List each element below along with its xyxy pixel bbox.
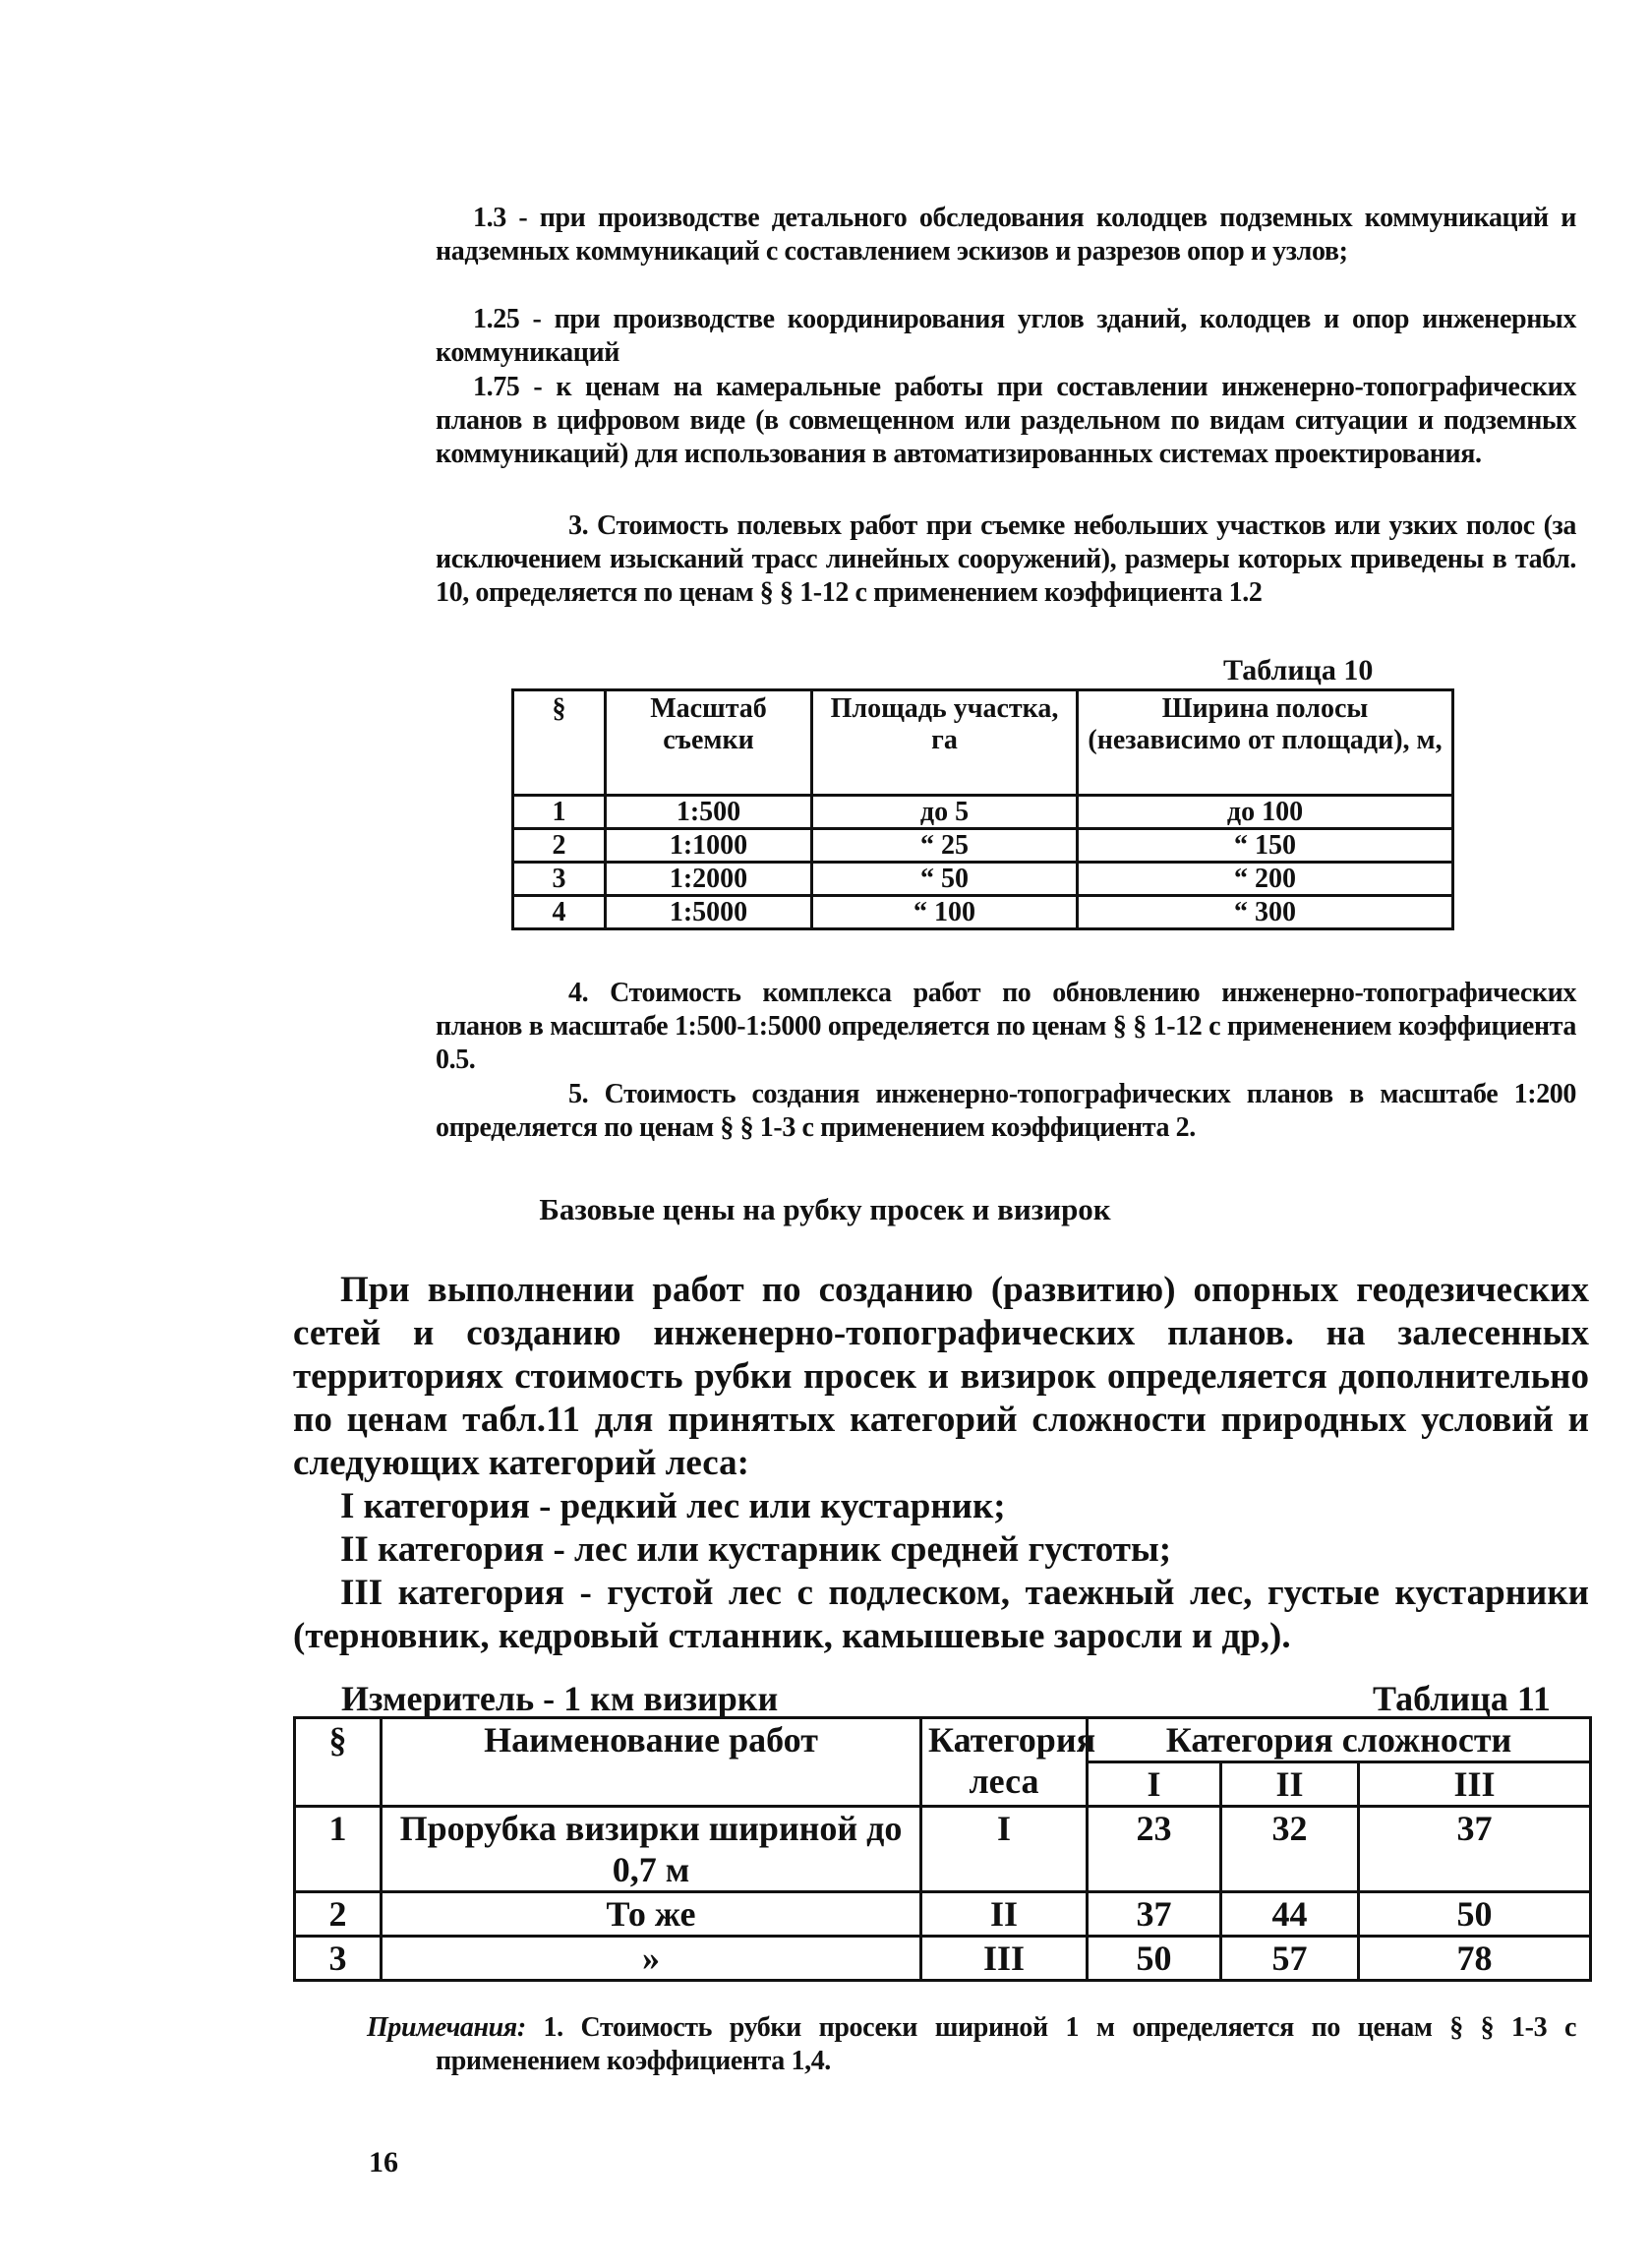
t10-cell: “ 50 — [812, 863, 1078, 896]
table-row — [295, 1892, 1591, 1937]
paragraph-1-3 — [436, 202, 1576, 269]
t11-header-name: Наименование работ — [382, 1718, 921, 1807]
para-1-25: 1.25 - при производстве координирования углов зданий, колодцев и опор инженерных коммуникаций — [436, 304, 1576, 368]
t11-cell: 50 — [1359, 1892, 1591, 1937]
t10-header-area: Площадь участка, га — [812, 690, 1078, 796]
table-row — [513, 863, 1453, 896]
t10-cell: 4 — [513, 896, 606, 929]
t11-cell: 23 — [1088, 1807, 1221, 1892]
t11-cell: 78 — [1359, 1937, 1591, 1981]
t10-cell: до 100 — [1078, 796, 1453, 829]
t10-cell: 1 — [513, 796, 606, 829]
t10-cell: 1:1000 — [606, 829, 812, 863]
para-4: 4. Стоимость комплекса работ по обновлению инженерно-топографических планов в масштабе 1:500-1:5000 определяется по ценам § § 1-12 с применением коэффициента 0.5. — [436, 978, 1576, 1075]
para-3: 3. Стоимость полевых работ при съемке небольших участков или узких полос (за исключением изысканий трасс линейных сооружений), размеры которых приведены в табл. 10, определяется по ценам § § 1-12 с применением коэффициента 1.2 — [436, 510, 1576, 608]
table-10 — [511, 688, 1454, 930]
t11-cell: 37 — [1359, 1807, 1591, 1892]
t11-cell: 37 — [1088, 1892, 1221, 1937]
t10-cell: до 5 — [812, 796, 1078, 829]
paragraph-1-75 — [436, 371, 1576, 471]
t11-cell: 2 — [295, 1892, 382, 1937]
body-text — [293, 1269, 1589, 1658]
t10-cell: 3 — [513, 863, 606, 896]
t11-cell: 44 — [1221, 1892, 1359, 1937]
body-paragraph: При выполнении работ по созданию (развитию) опорных геодезических сетей и созданию инженерно-топографических планов. на залесенных территориях стоимость рубки просек и визирок определяется дополнительно по ценам табл.11 для принятых категорий сложности природных условий и следующих категорий леса: — [293, 1270, 1589, 1483]
notes — [367, 2011, 1576, 2078]
t10-header-section: § — [513, 690, 606, 796]
para-5: 5. Стоимость создания инженерно-топографических планов в масштабе 1:200 определяется по ценам § § 1-3 с применением коэффициента 2. — [436, 1079, 1576, 1143]
t11-cell: II — [921, 1892, 1088, 1937]
table-row — [295, 1937, 1591, 1981]
table-11-measure: Измеритель - 1 км визирки — [341, 1679, 779, 1718]
t10-cell: 1:5000 — [606, 896, 812, 929]
page-number: 16 — [369, 2146, 398, 2178]
t11-cell: » — [382, 1937, 921, 1981]
table-11-caption: Таблица 11 — [1373, 1679, 1551, 1718]
paragraph-4 — [436, 977, 1576, 1077]
table-11-header — [295, 1718, 1591, 1762]
t11-header-section: § — [295, 1718, 382, 1807]
table-11 — [293, 1716, 1592, 1982]
notes-text: 1. Стоимость рубки просеки шириной 1 м определяется по ценам § § 1-3 с применением коэффициента 1,4. — [436, 2012, 1576, 2076]
paragraph-5 — [436, 1078, 1576, 1145]
t10-header-scale: Масштаб съемки — [606, 690, 812, 796]
t11-cell: 50 — [1088, 1937, 1221, 1981]
category-2: II категория - лес или кустарник средней густоты; — [340, 1529, 1172, 1570]
t10-header-width: Ширина полосы (независимо от площади), м, — [1078, 690, 1453, 796]
t10-cell: “ 300 — [1078, 896, 1453, 929]
section-heading: Базовые цены на рубку просек и визирок — [539, 1192, 1111, 1226]
t11-cell: То же — [382, 1892, 921, 1937]
table-row — [295, 1807, 1591, 1892]
category-1: I категория - редкий лес или кустарник; — [340, 1486, 1006, 1526]
table-row — [513, 796, 1453, 829]
table-row — [513, 829, 1453, 863]
t10-cell: “ 150 — [1078, 829, 1453, 863]
t10-cell: “ 100 — [812, 896, 1078, 929]
t11-header-c1: I — [1088, 1762, 1221, 1807]
t11-header-c2: II — [1221, 1762, 1359, 1807]
t10-cell: 2 — [513, 829, 606, 863]
t11-cell: I — [921, 1807, 1088, 1892]
t11-cell: 1 — [295, 1807, 382, 1892]
t11-cell: III — [921, 1937, 1088, 1981]
t10-cell: “ 25 — [812, 829, 1078, 863]
para-1-3: 1.3 - при производстве детального обследования колодцев подземных коммуникаций и надземных коммуникаций с составлением эскизов и разрезов опор и узлов; — [436, 203, 1576, 267]
t11-cell: Прорубка визирки шириной до 0,7 м — [382, 1807, 921, 1892]
t11-cell: 57 — [1221, 1937, 1359, 1981]
t10-cell: “ 200 — [1078, 863, 1453, 896]
notes-label: Примечания: — [367, 2012, 526, 2043]
t11-header-c3: III — [1359, 1762, 1591, 1807]
t11-header-complexity: Категория сложности — [1088, 1718, 1591, 1762]
t11-cell: 3 — [295, 1937, 382, 1981]
table-row — [513, 896, 1453, 929]
t10-cell: 1:2000 — [606, 863, 812, 896]
t10-cell: 1:500 — [606, 796, 812, 829]
category-3: III категория - густой лес с подлеском, таежный лес, густые кустарники (терновник, кедровый стланник, камышевые заросли и др,). — [293, 1573, 1589, 1656]
table-10-caption: Таблица 10 — [1223, 654, 1374, 686]
table-10-header — [513, 690, 1453, 796]
para-1-75: 1.75 - к ценам на камеральные работы при составлении инженерно-топографических планов в цифровом виде (в совмещенном или раздельном по видам ситуации и подземных коммуникаций) для использования в автоматизированных системах проектирования. — [436, 372, 1576, 469]
t11-cell: 32 — [1221, 1807, 1359, 1892]
paragraph-3 — [436, 509, 1576, 610]
paragraph-1-25 — [436, 303, 1576, 370]
t11-header-forest: Категория леса — [921, 1718, 1088, 1807]
